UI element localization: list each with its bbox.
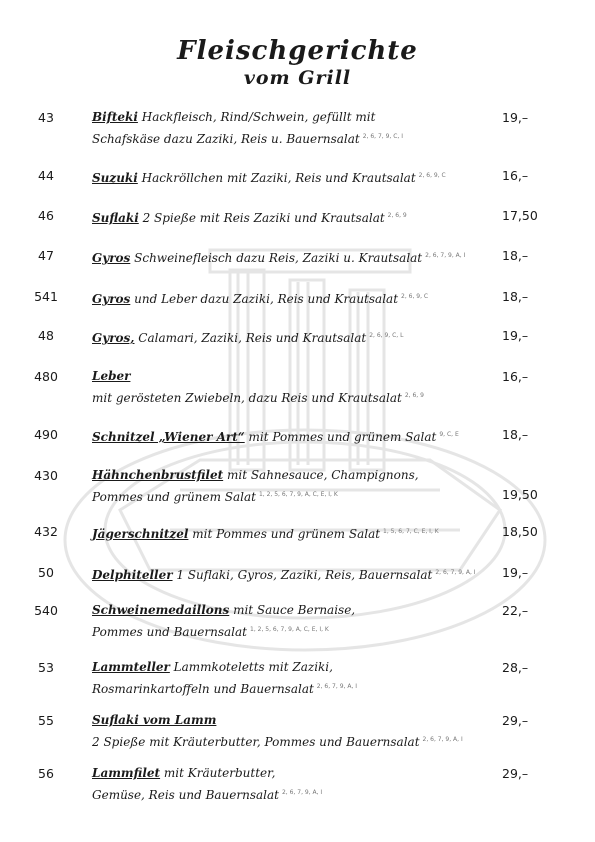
item-text-line1: mit Sauce Bernaise,	[229, 603, 356, 617]
allergen-codes: 2, 6, 7, 9, A, I	[435, 569, 476, 576]
item-text-line1: mit Sahnesauce, Champignons,	[223, 468, 419, 482]
item-description	[92, 711, 492, 752]
item-description	[92, 764, 492, 805]
item-text-line1: 1 Suflaki, Gyros, Zaziki, Reis, Bauernsalat	[172, 568, 433, 582]
allergen-codes: 2, 6, 9	[387, 212, 407, 219]
item-number: 48	[38, 328, 54, 343]
item-number: 46	[38, 208, 54, 223]
item-name: Gyros	[92, 251, 131, 265]
item-number: 44	[38, 168, 54, 183]
item-number: 480	[34, 369, 58, 384]
item-number: 47	[38, 248, 54, 263]
item-name: Delphiteller	[92, 568, 173, 582]
item-text-line1: mit Pommes und grünem Salat	[188, 527, 381, 541]
item-number: 50	[38, 565, 54, 580]
item-text-line1: mit Pommes und grünem Salat	[244, 430, 437, 444]
item-number: 55	[38, 713, 54, 728]
item-name: Lammfilet	[92, 766, 161, 780]
item-text-line2: Rosmarinkartoffeln und Bauernsalat	[92, 682, 314, 696]
item-number: 430	[34, 468, 58, 483]
item-text-line1: Calamari, Zaziki, Reis und Krautsalat	[134, 331, 367, 345]
item-text-line1: 2 Spieße mit Reis Zaziki und Krautsalat	[138, 211, 385, 225]
item-name: Suflaki	[92, 211, 139, 225]
item-text-line1: Hackfleisch, Rind/Schwein, gefüllt mit	[137, 110, 376, 124]
item-price: 16,–	[502, 168, 529, 183]
item-description	[92, 601, 492, 642]
item-name: Jägerschnitzel	[92, 527, 189, 541]
item-number: 53	[38, 660, 54, 675]
item-name: Suzuki	[92, 171, 138, 185]
item-name: Schweinemedaillons	[92, 603, 230, 617]
item-name: Gyros,	[92, 331, 135, 345]
item-description	[92, 326, 492, 348]
item-number: 490	[34, 427, 58, 442]
allergen-codes: 2, 6, 7, 9, A, I	[316, 683, 358, 690]
item-name: Leber	[92, 369, 131, 383]
item-text-line2: Pommes und grünem Salat	[92, 490, 256, 504]
item-number: 432	[34, 524, 58, 539]
item-text-line2: 2 Spieße mit Kräuterbutter, Pommes und Bauernsalat	[92, 735, 420, 749]
item-description	[92, 522, 492, 544]
allergen-codes: 2, 6, 9, C, L	[369, 332, 404, 339]
allergen-codes: 1, 2, 5, 6, 7, 9, A, C, E, I, K	[250, 626, 329, 633]
item-description	[92, 287, 492, 309]
allergen-codes: 1, 2, 5, 6, 7, 9, A, C, E, I, K	[258, 491, 338, 498]
item-number: 541	[34, 289, 58, 304]
allergen-codes: 2, 6, 7, 9, C, I	[362, 133, 404, 140]
item-price: 19,50	[502, 487, 538, 502]
page-title: Fleischgerichte	[177, 36, 418, 66]
item-price: 22,–	[502, 603, 529, 618]
allergen-codes: 2, 6, 7, 9, A, I	[281, 789, 323, 796]
item-text-line2: Gemüse, Reis und Bauernsalat	[92, 788, 279, 802]
item-number: 540	[34, 603, 58, 618]
item-price: 18,–	[502, 427, 529, 442]
allergen-codes: 9, C, E	[439, 431, 459, 438]
item-price: 29,–	[502, 713, 529, 728]
item-price: 19,–	[502, 565, 529, 580]
item-price: 18,–	[502, 289, 529, 304]
item-price: 18,50	[502, 524, 538, 539]
item-description	[92, 246, 492, 268]
item-description	[92, 206, 492, 228]
item-text-line1: Lammkoteletts mit Zaziki,	[169, 660, 333, 674]
item-price: 19,–	[502, 110, 529, 125]
item-text-line2: Pommes und Bauernsalat	[92, 625, 247, 639]
allergen-codes: 2, 6, 7, 9, A, I	[425, 252, 466, 259]
item-text-line1: Hackröllchen mit Zaziki, Reis und Krautsalat	[137, 171, 416, 185]
item-price: 18,–	[502, 248, 529, 263]
allergen-codes: 1, 5, 6, 7, C, E, I, K	[383, 528, 439, 535]
item-text-line1: und Leber dazu Zaziki, Reis und Krautsalat	[130, 292, 399, 306]
item-price: 16,–	[502, 369, 529, 384]
item-text-line2: Schafskäse dazu Zaziki, Reis u. Bauernsalat	[92, 132, 360, 146]
item-name: Suflaki vom Lamm	[92, 713, 217, 727]
allergen-codes: 2, 6, 9, C	[401, 293, 429, 300]
item-name: Schnitzel „Wiener Art“	[92, 430, 245, 444]
item-description	[92, 658, 492, 699]
item-description	[92, 425, 492, 447]
item-description	[92, 367, 492, 408]
item-name: Bifteki	[92, 110, 138, 124]
item-text-line2: mit gerösteten Zwiebeln, dazu Reis und Krautsalat	[92, 391, 402, 405]
item-description	[92, 466, 492, 507]
item-number: 56	[38, 766, 54, 781]
allergen-codes: 2, 6, 9, C	[418, 172, 446, 179]
item-description	[92, 108, 492, 149]
item-text-line1: mit Kräuterbutter,	[160, 766, 276, 780]
item-name: Gyros	[92, 292, 131, 306]
allergen-codes: 2, 6, 7, 9, A, I	[422, 736, 463, 743]
item-text-line1: Schweinefleisch dazu Reis, Zaziki u. Krautsalat	[130, 251, 423, 265]
item-price: 19,–	[502, 328, 529, 343]
item-name: Lammteller	[92, 660, 170, 674]
item-price: 28,–	[502, 660, 529, 675]
page-subtitle: vom Grill	[243, 67, 352, 89]
item-description	[92, 166, 492, 188]
item-number: 43	[38, 110, 54, 125]
allergen-codes: 2, 6, 9	[404, 392, 424, 399]
item-price: 29,–	[502, 766, 529, 781]
item-name: Hähnchenbrustfilet	[92, 468, 224, 482]
item-price: 17,50	[502, 208, 538, 223]
item-description	[92, 563, 492, 585]
